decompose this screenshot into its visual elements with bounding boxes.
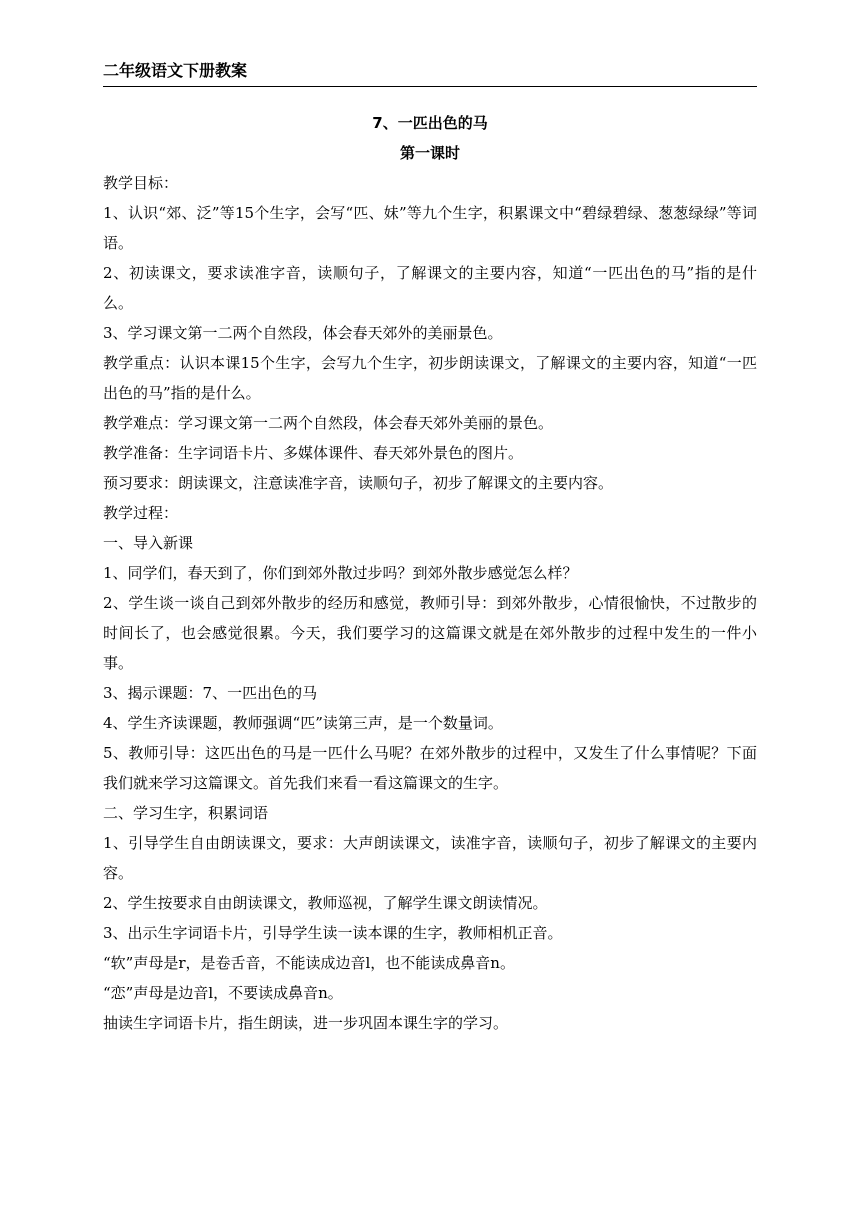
paragraph: 1、引导学生自由朗读课文，要求：大声朗读课文，读准字音，读顺句子，初步了解课文的主要内容。 bbox=[103, 834, 757, 882]
paragraph: “恋”声母是边音l，不要读成鼻音n。 bbox=[103, 984, 343, 1002]
paragraph: 4、学生齐读课题，教师强调“匹”读第三声，是一个数量词。 bbox=[103, 714, 503, 732]
paragraph: “软”声母是r，是卷舌音，不能读成边音l，也不能读成鼻音n。 bbox=[103, 954, 515, 972]
paragraph: 教学重点：认识本课15个生字，会写九个生字，初步朗读课文，了解课文的主要内容，知道“一匹出色的马”指的是什么。 bbox=[103, 354, 757, 402]
paragraph: 教学准备：生字词语卡片、多媒体课件、春天郊外景色的图片。 bbox=[103, 444, 524, 462]
lesson-title: 7、一匹出色的马 bbox=[372, 114, 488, 132]
page-header: 二年级语文下册教案 bbox=[103, 60, 757, 87]
paragraph: 二、学习生字，积累词语 bbox=[103, 804, 269, 822]
paragraph: 5、教师引导：这匹出色的马是一匹什么马呢？在郊外散步的过程中，又发生了什么事情呢？下面我们就来学习这篇课文。首先我们来看一看这篇课文的生字。 bbox=[103, 744, 757, 792]
paragraph: 抽读生字词语卡片，指生朗读，进一步巩固本课生字的学习。 bbox=[103, 1014, 509, 1032]
paragraph: 2、初读课文，要求读准字音，读顺句子，了解课文的主要内容，知道“一匹出色的马”指的是什么。 bbox=[103, 264, 757, 312]
paragraph: 一、导入新课 bbox=[103, 534, 194, 552]
paragraph: 教学目标： bbox=[103, 174, 179, 192]
paragraph: 3、揭示课题：7、一匹出色的马 bbox=[103, 684, 318, 702]
paragraph: 2、学生谈一谈自己到郊外散步的经历和感觉，教师引导：到郊外散步，心情很愉快，不过散步的时间长了，也会感觉很累。今天，我们要学习的这篇课文就是在郊外散步的过程中发生的一件小事。 bbox=[103, 594, 757, 672]
paragraph: 教学过程： bbox=[103, 504, 179, 522]
paragraph: 3、学习课文第一二两个自然段，体会春天郊外的美丽景色。 bbox=[103, 324, 503, 342]
paragraph: 1、认识“郊、泛”等15个生字，会写“匹、妹”等九个生字，积累课文中“碧绿碧绿、葱葱绿绿”等词语。 bbox=[103, 204, 757, 252]
paragraph: 教学难点：学习课文第一二两个自然段，体会春天郊外美丽的景色。 bbox=[103, 414, 554, 432]
paragraph: 2、学生按要求自由朗读课文，教师巡视，了解学生课文朗读情况。 bbox=[103, 894, 548, 912]
lesson-subtitle: 第一课时 bbox=[399, 144, 460, 162]
paragraph: 1、同学们，春天到了，你们到郊外散过步吗？到郊外散步感觉怎么样？ bbox=[103, 564, 578, 582]
paragraph: 预习要求：朗读课文，注意读准字音，读顺句子，初步了解课文的主要内容。 bbox=[103, 474, 614, 492]
paragraph: 3、出示生字词语卡片，引导学生读一读本课的生字，教师相机正音。 bbox=[103, 924, 563, 942]
document-body bbox=[103, 108, 757, 1038]
